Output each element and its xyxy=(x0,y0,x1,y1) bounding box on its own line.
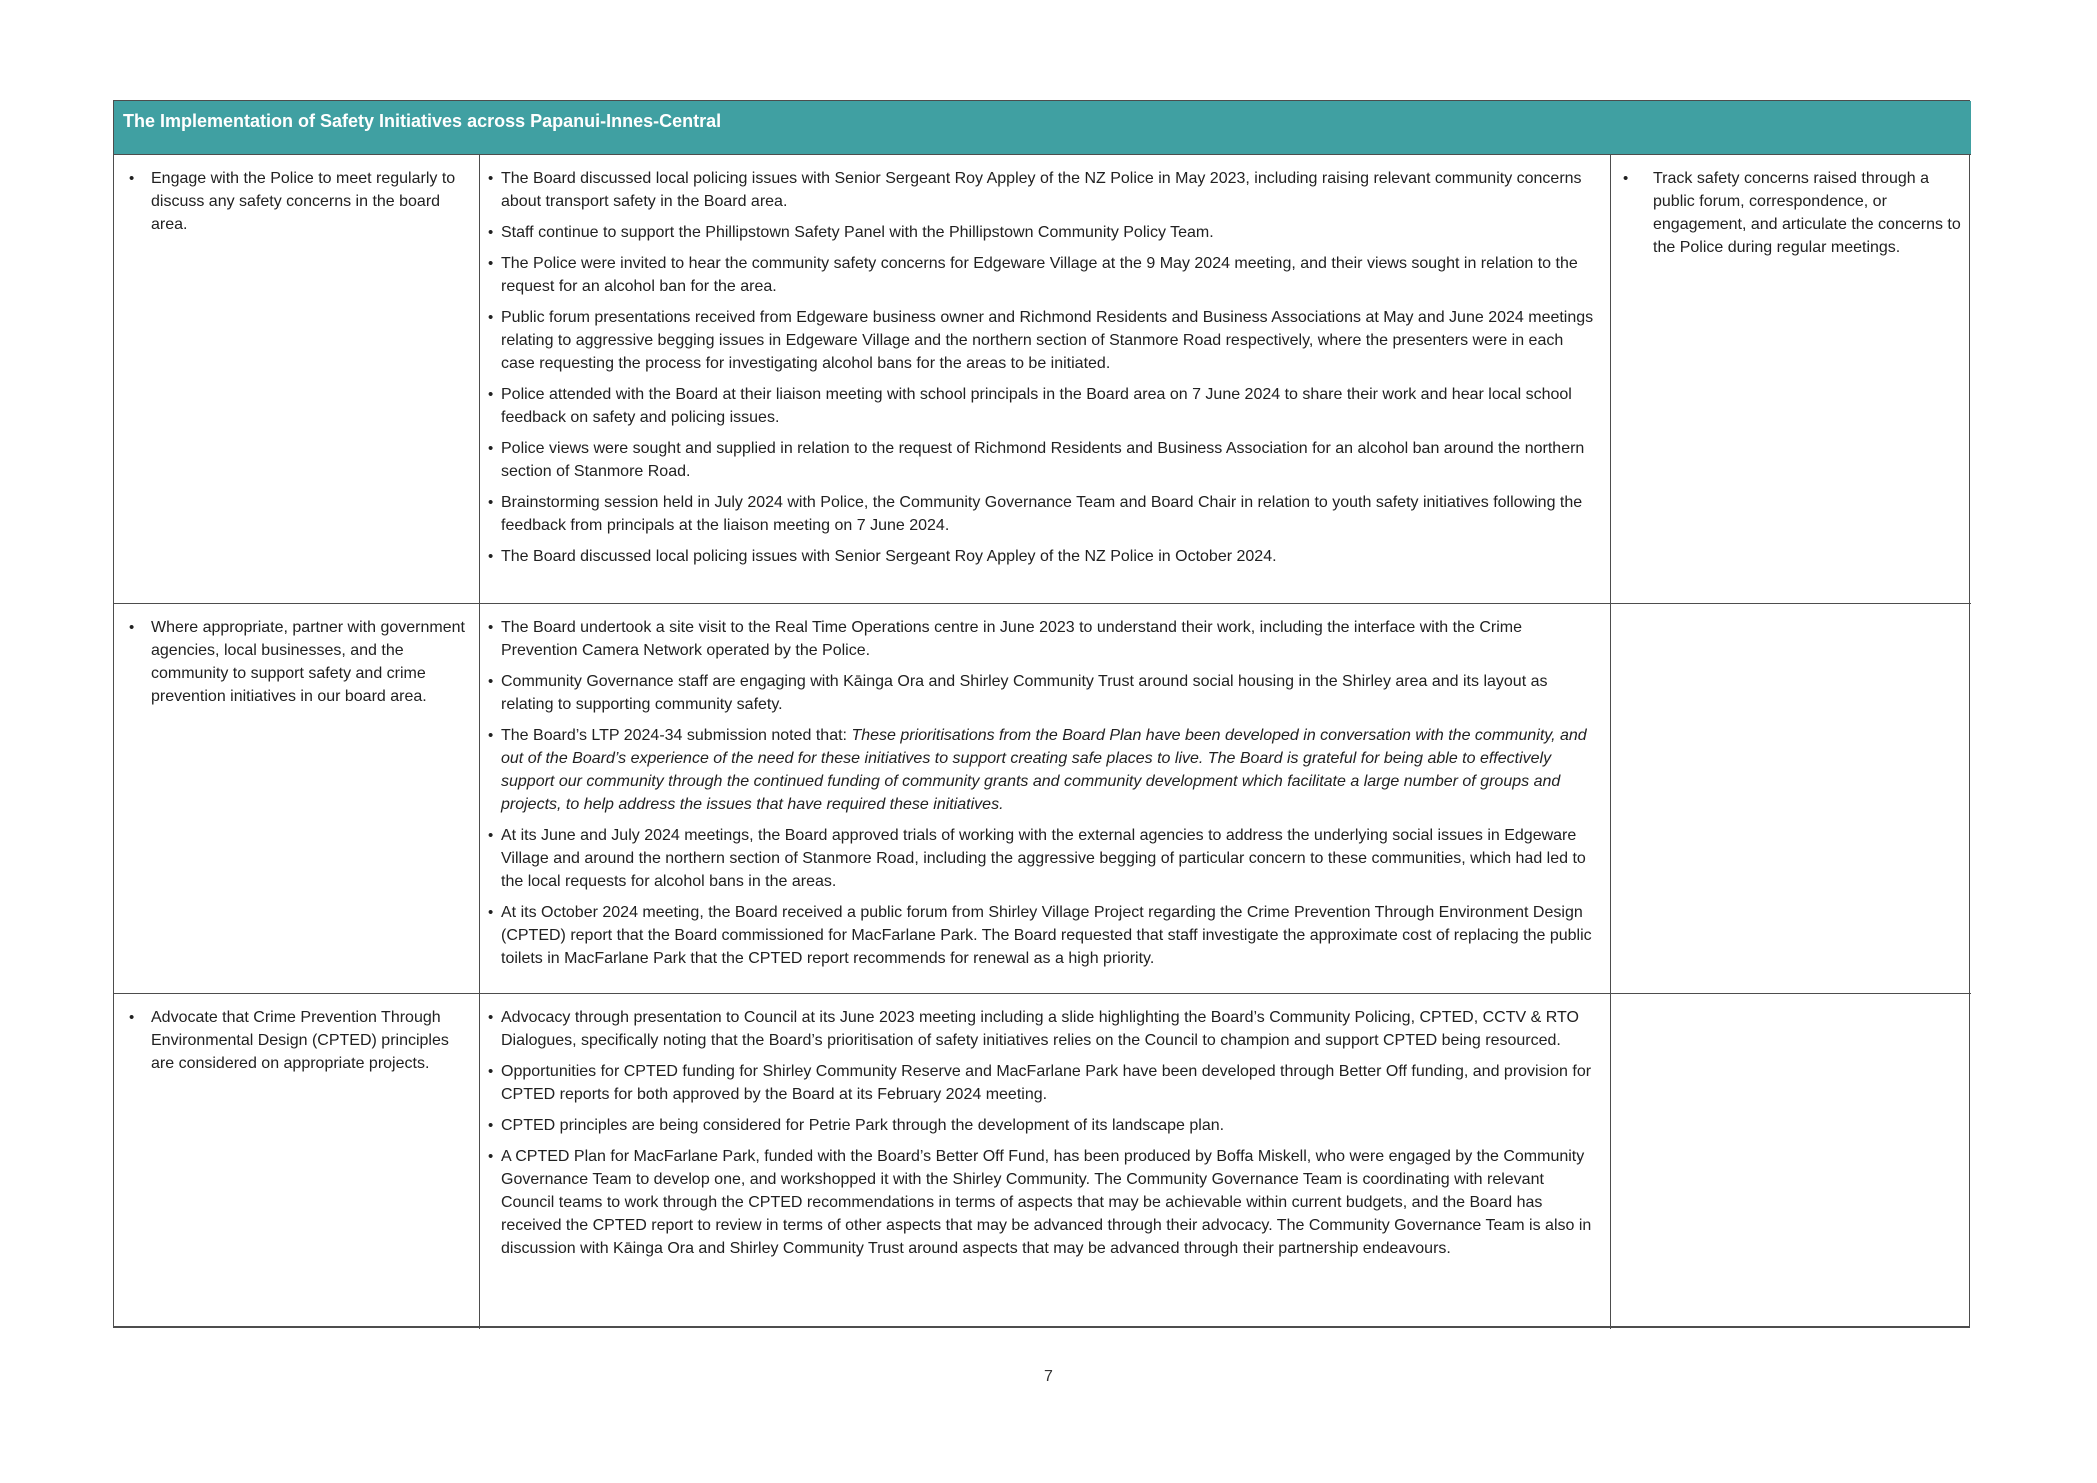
bullet-icon: • xyxy=(488,1009,494,1026)
bullet-text: Police attended with the Board at their liaison meeting with school principals in the Board area on 7 June 2024 to share their work and hear local school feedback on safety and policing issues. xyxy=(501,386,1572,426)
bullet-text: The Board discussed local policing issues with Senior Sergeant Roy Appley of the NZ Police in May 2023, including raising relevant community concerns about transport safety in the Board area. xyxy=(501,170,1582,210)
row3-activity-cell xyxy=(480,994,1611,1329)
bullet-text: Staff continue to support the Phillipstown Safety Panel with the Phillipstown Community Policy Team. xyxy=(501,224,1214,241)
bullet-icon: • xyxy=(488,1148,494,1165)
bullet-icon: • xyxy=(129,170,135,187)
bullet-item xyxy=(129,167,469,236)
bullet-item xyxy=(488,383,1596,429)
bullet-icon: • xyxy=(129,619,135,636)
bullet-icon: • xyxy=(488,309,494,326)
safety-initiatives-table xyxy=(113,100,1970,1328)
bullet-item xyxy=(488,545,1596,568)
bullet-item xyxy=(488,616,1596,662)
bullet-icon: • xyxy=(488,548,494,565)
bullet-icon: • xyxy=(488,827,494,844)
bullet-text: Brainstorming session held in July 2024 with Police, the Community Governance Team and Board Chair in relation to youth safety initiatives following the feedback from principals at the liaison meeting on 7 June 2024. xyxy=(501,494,1583,534)
bullet-icon: • xyxy=(488,904,494,921)
table-title: The Implementation of Safety Initiatives across Papanui-Innes-Central xyxy=(123,111,722,131)
bullet-text: At its October 2024 meeting, the Board received a public forum from Shirley Village Project regarding the Crime Prevention Through Environment Design (CPTED) report that the Board commissioned for MacFarlane Park. The Board requested that staff investigate the approximate cost of replacing the public toilets in MacFarlane Park that the CPTED report recommends for renewal as a high priority. xyxy=(501,904,1592,967)
row3-objective-cell xyxy=(114,994,480,1329)
bullet-icon: • xyxy=(488,1117,494,1134)
bullet-icon: • xyxy=(488,170,494,187)
row1-activity-cell xyxy=(480,155,1611,604)
bullet-icon: • xyxy=(488,255,494,272)
bullet-item xyxy=(488,306,1596,375)
bullet-text: At its June and July 2024 meetings, the Board approved trials of working with the external agencies to address the underlying social issues in Edgeware Village and around the northern section of Stanmore Road, including the aggressive begging of particular concern to these communities, which had led to the local requests for alcohol bans in the areas. xyxy=(501,827,1586,890)
table-header-band xyxy=(114,101,1971,155)
bullet-text-italic: These prioritisations from the Board Plan have been developed in conversation with the community, and out of the Board’s experience of the need for these initiatives to support creating safe places to live. The Board is grateful for being able to effectively support our community through the continued funding of community grants and community development which facilitate a large number of groups and projects, to help address the issues that have required these initiatives. xyxy=(501,727,1587,813)
bullet-icon: • xyxy=(488,727,494,744)
bullet-icon: • xyxy=(1623,170,1629,187)
bullet-icon: • xyxy=(488,224,494,241)
bullet-text: Police views were sought and supplied in relation to the request of Richmond Residents and Business Association for an alcohol ban around the northern section of Stanmore Road. xyxy=(501,440,1585,480)
bullet-text: Track safety concerns raised through a public forum, correspondence, or engagement, and articulate the concerns to the Police during regular meetings. xyxy=(1653,170,1961,256)
bullet-icon: • xyxy=(129,1009,135,1026)
bullet-text: The Board undertook a site visit to the Real Time Operations centre in June 2023 to understand their work, including the interface with the Crime Prevention Camera Network operated by the Police. xyxy=(501,619,1522,659)
bullet-icon: • xyxy=(488,619,494,636)
bullet-icon: • xyxy=(488,386,494,403)
row1-objective-cell xyxy=(114,155,480,604)
bullet-text: The Board discussed local policing issues with Senior Sergeant Roy Appley of the NZ Police in October 2024. xyxy=(501,548,1277,565)
row2-objective-cell xyxy=(114,604,480,994)
bullet-text: Engage with the Police to meet regularly to discuss any safety concerns in the board area. xyxy=(151,170,456,233)
bullet-text: Advocacy through presentation to Council at its June 2023 meeting including a slide highlighting the Board’s Community Policing, CPTED, CCTV & RTO Dialogues, specifically noting that the Board’s prioritisation of safety initiatives relies on the Council to champion and support CPTED being resourced. xyxy=(501,1009,1579,1049)
bullet-item xyxy=(488,1145,1596,1260)
bullet-item xyxy=(488,221,1596,244)
bullet-icon: • xyxy=(488,494,494,511)
bullet-text: Where appropriate, partner with government agencies, local businesses, and the community to support safety and crime prevention initiatives in our board area. xyxy=(151,619,465,705)
row1-tracking-cell xyxy=(1611,155,1971,604)
row2-activity-cell xyxy=(480,604,1611,994)
bullet-item xyxy=(129,616,469,708)
bullet-icon: • xyxy=(488,673,494,690)
row2-tracking-cell xyxy=(1611,604,1971,994)
bullet-item xyxy=(488,724,1596,816)
bullet-text: Advocate that Crime Prevention Through Environmental Design (CPTED) principles are considered on appropriate projects. xyxy=(151,1009,449,1072)
bullet-text: The Police were invited to hear the community safety concerns for Edgeware Village at the 9 May 2024 meeting, and their views sought in relation to the request for an alcohol ban for the area. xyxy=(501,255,1578,295)
bullet-text: Opportunities for CPTED funding for Shirley Community Reserve and MacFarlane Park have been developed through Better Off funding, and provision for CPTED reports for both approved by the Board at its February 2024 meeting. xyxy=(501,1063,1592,1103)
bullet-item xyxy=(488,901,1596,970)
bullet-item xyxy=(488,824,1596,893)
bullet-text: CPTED principles are being considered for Petrie Park through the development of its landscape plan. xyxy=(501,1117,1225,1134)
bullet-item xyxy=(488,437,1596,483)
bullet-item xyxy=(129,1006,469,1075)
bullet-text: Community Governance staff are engaging with Kāinga Ora and Shirley Community Trust around social housing in the Shirley area and its layout as relating to supporting community safety. xyxy=(501,673,1548,713)
bullet-icon: • xyxy=(488,1063,494,1080)
bullet-text xyxy=(501,724,1596,816)
bullet-item xyxy=(488,1006,1596,1052)
row3-tracking-cell xyxy=(1611,994,1971,1329)
bullet-item xyxy=(488,167,1596,213)
page-number: 7 xyxy=(1044,1368,1053,1385)
bullet-item xyxy=(488,252,1596,298)
bullet-item xyxy=(488,1114,1596,1137)
bullet-item xyxy=(1623,167,1961,259)
bullet-text: Public forum presentations received from Edgeware business owner and Richmond Residents and Business Associations at May and June 2024 meetings relating to aggressive begging issues in Edgeware Village and the northern section of Stanmore Road respectively, where the presenters were in each case requesting the process for investigating alcohol bans for the areas to be initiated. xyxy=(501,309,1594,372)
bullet-text-lead: The Board’s LTP 2024-34 submission noted that: xyxy=(501,727,852,744)
bullet-item xyxy=(488,670,1596,716)
bullet-item xyxy=(488,491,1596,537)
bullet-icon: • xyxy=(488,440,494,457)
bullet-item xyxy=(488,1060,1596,1106)
bullet-text: A CPTED Plan for MacFarlane Park, funded with the Board’s Better Off Fund, has been produced by Boffa Miskell, who were engaged by the Community Governance Team to develop one, and workshopped it with the Shirley Community. The Community Governance Team is coordinating with relevant Council teams to work through the CPTED recommendations in terms of aspects that may be achievable within current budgets, and the Board has received the CPTED report to review in terms of other aspects that may be advanced through their advocacy. The Community Governance Team is also in discussion with Kāinga Ora and Shirley Community Trust around aspects that may be advanced through their partnership endeavours. xyxy=(501,1148,1592,1257)
